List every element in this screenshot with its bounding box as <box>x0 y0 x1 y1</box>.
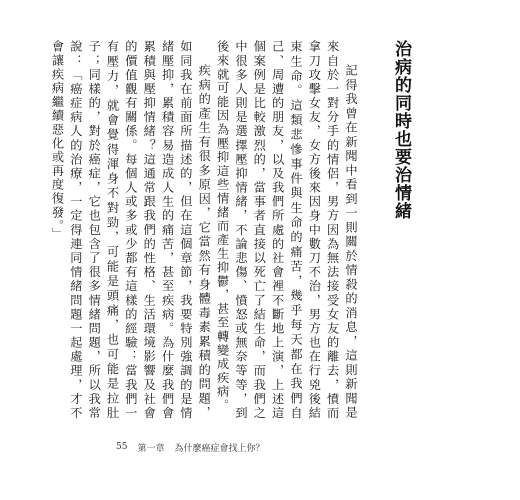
paragraph-2: 疾病的產生有很多原因，它當然有身體毒素累積的問題，如同我在前面所描述的，但在這個章節，我要特別強調的是情緒壓抑，累積容易造成人生的痛苦，甚至疾病。為什麼我們會累積與壓抑情緒？這通常跟我們的性格、生活環境影響及社會的價值觀有關係。每個人或多或少都有這樣的經驗：當我們一有壓力，就會覺得渾身不對勁，可能是頭痛，也可能是拉肚子；同樣的，對於癌症，它也包含了很多情緒問題，所以我常說：「癌症病人的治療，一定得連同情緒問題一起處理，才不會讓疾病繼續惡化或再度復發。」 <box>50 40 212 420</box>
chapter-label: 第一章 <box>137 443 165 454</box>
body-text <box>50 40 360 420</box>
chapter-title: 為什麼癌症會找上你？ <box>174 443 265 454</box>
page-number: 55 <box>116 442 128 452</box>
page-footer <box>116 439 264 455</box>
paragraph-1: 記得我曾在新聞中看到一則關於情殺的消息，這則新聞是來自於一對分手的情侶，男方因為無法接受女友的離去，憤而拿刀攻擊女友，女方後來因身中數刀不治，男方也在行兇後結束生命。這類悲慘事件與生命的痛苦，幾乎每天都在我們自己、周遭的朋友，以及我們所處的社會裡不斷地上演，上述這個案例是比較激烈的，當事者直接以死亡了結生命，而我們之中很多人則是選擇壓抑情緒，不論悲傷、憤怒或無奈等等，到後來就可能因為壓抑這些情緒而產生抑鬱，甚至轉變成疾病。 <box>215 40 358 420</box>
section-heading: 治病的同時也要治情緒 <box>391 40 411 220</box>
